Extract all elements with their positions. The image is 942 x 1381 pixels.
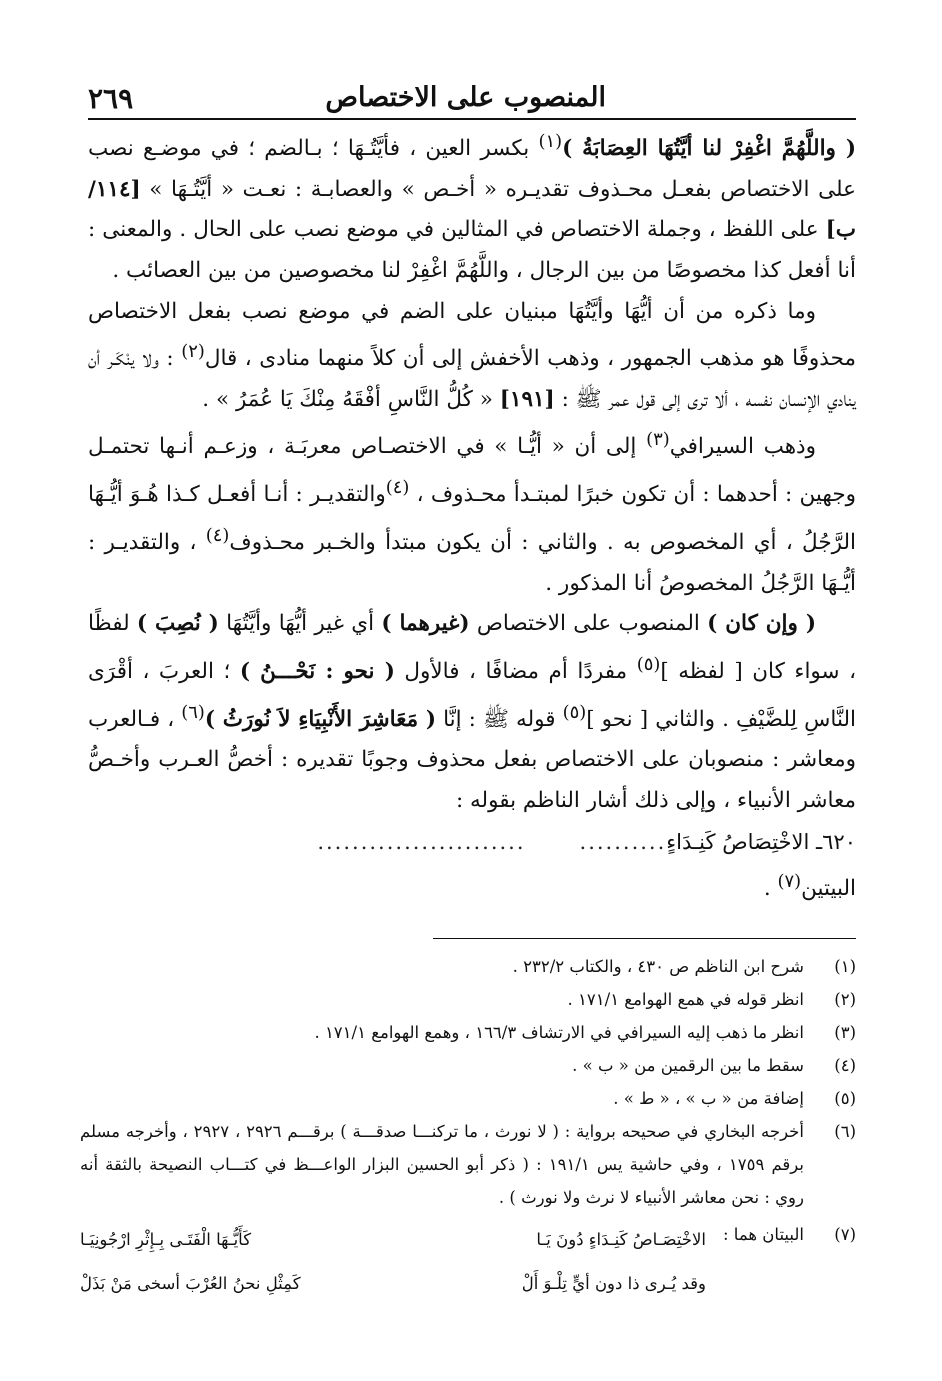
bold-term: (غيرهما ) bbox=[381, 611, 470, 637]
hemistich-first: الاخْتِصَـاصُ كَنِـدَاءٍ دُونَ يَـا bbox=[536, 1230, 706, 1249]
folio-marker: [١١٤/ب] bbox=[88, 176, 856, 243]
paragraph-text: وذهب السيرافي bbox=[669, 434, 817, 460]
chapter-title: المنصوب على الاختصاص bbox=[325, 82, 606, 113]
footnote bbox=[80, 1016, 856, 1049]
footnote-ref: (٤) bbox=[385, 477, 410, 499]
paragraph-text: لفظًا ، سواء كان [ لفظه ] bbox=[88, 611, 857, 685]
paragraph-4 bbox=[88, 604, 856, 821]
footnote-number: (٣) bbox=[834, 1023, 856, 1042]
footnote-text: انظر قوله في همع الهوامع ١٧١/١ . bbox=[567, 990, 804, 1009]
footnote-number: (٤) bbox=[834, 1056, 856, 1075]
paragraph-text: مفردًا أم مضافًا ، فالأول bbox=[394, 659, 637, 685]
footnote-number: (٥) bbox=[834, 1089, 856, 1108]
footnote-text: إضافة من « ب » ، « ط » . bbox=[613, 1089, 804, 1108]
bold-term: ( مَعَاشِرَ الأَنْبِيَاءِ لاَ نُورَثُ ) bbox=[204, 706, 437, 732]
verse-ellipsis: .......... bbox=[579, 829, 667, 854]
footnote-ref: (٤) bbox=[205, 524, 230, 546]
paragraph-text: « كُلُّ النَّاسِ أفْقَهُ مِنْكَ يَا عُمَرُ » . bbox=[202, 386, 500, 412]
paragraph-text: بكسر العين ، فأيَّتُـهَا ؛ بـالضم ؛ في موضـع نصب على الاختصاص بفعـل محـذوف تقديـره « أخـص » والعصابـة : نعـت « أيَّتُـهَا » bbox=[88, 136, 856, 202]
footnote bbox=[80, 1082, 856, 1115]
verse-text: ـ الاخْتِصَاصُ كَنِـدَاءٍ bbox=[666, 829, 823, 854]
paragraph-text: وما ذكره من أن أيُّهَا وأيَّتُهَا مبنيان على الضم في موضع نصب بفعل الاختصاص محذوفًا هو مذهب الجمهور ، وذهب الأخفش إلى أن كلاً منهما منادى ، قال bbox=[88, 298, 856, 372]
page-number: ٢٦٩ bbox=[88, 82, 134, 115]
paragraph-text: ، فـالعرب ومعاشر : منصوبان على الاختصاص بفعل محذوف وجوبًا تقديره : أخصُّ العـرب وأخـصُّ معاشر الأنبياء ، وإلى ذلك أشار الناظم بقوله : bbox=[88, 706, 856, 813]
footnote-text: انظر ما ذهب إليه السيرافي في الارتشاف ١٦٦/٣ ، وهمع الهوامع ١٧١/١ . bbox=[314, 1023, 804, 1042]
paragraph-text: البيتين bbox=[801, 876, 856, 902]
paragraph-text: أي غير أيُّهَا وأيَّتُهَا bbox=[218, 611, 382, 637]
paragraph-text: . bbox=[763, 876, 778, 902]
footnote bbox=[80, 983, 856, 1016]
footnote-ref: (٦) bbox=[181, 701, 205, 723]
running-header bbox=[88, 82, 856, 120]
footnote bbox=[80, 1049, 856, 1082]
footnote bbox=[80, 1115, 856, 1214]
footnote-text: شرح ابن الناظم ص ٤٣٠ ، والكتاب ٢٣٢/٢ . bbox=[512, 957, 804, 976]
footnote-separator bbox=[433, 938, 856, 939]
paragraph-text: : ولا ينْكَـر أن ينادي الإنسان نفسه ، ألا ترى إلى قول عمر ﷺ : bbox=[88, 346, 856, 412]
footnote-number: (٦) bbox=[834, 1122, 856, 1141]
verse-620 bbox=[88, 822, 856, 863]
footnotes bbox=[80, 950, 856, 1306]
hadith-number: [١٩١] bbox=[499, 386, 555, 412]
poem-line bbox=[80, 1218, 706, 1262]
footnote-text: سقط ما بين الرقمين من « ب » . bbox=[572, 1056, 804, 1075]
footnote-ref: (٧) bbox=[777, 871, 802, 893]
footnote-number: (٧) bbox=[834, 1225, 856, 1244]
bold-term: ( نحو : نَحْـــنُ ) bbox=[239, 659, 395, 685]
bold-term: ( وإن كان ) bbox=[707, 611, 817, 637]
paragraph-text: والتقديـر : أنـا أفعـل كـذا هُـوَ أيُّـهَا الرَّجُلُ ، أي المخصوص به . والثاني : أن يكون مبتدأ والخـبر محـذوف bbox=[88, 482, 857, 556]
paragraph-text: على اللفظ ، وجملة الاختصاص في المثالين في موضع نصب على الحال . والمعنى : أنا أفعل كذا مخصوصًا من بين الرجال ، واللَّهُمَّ اغْفِرْ لنا مخصوصين من بين العصائب . bbox=[88, 217, 856, 283]
quoted-phrase: ( واللَّهُمَّ اغْفِرْ لنا أيَّتُهَا العِصَابَةُ ) bbox=[562, 136, 856, 162]
main-text bbox=[88, 122, 856, 910]
poem-line bbox=[80, 1262, 706, 1306]
footnote-ref: (١) bbox=[538, 131, 563, 152]
paragraph-1 bbox=[88, 122, 856, 292]
footnote-ref: (٣) bbox=[646, 429, 670, 451]
hemistich-first: وقد يُـرى ذا دون أيٍّ تِلْـوَ أَلْ bbox=[521, 1274, 706, 1293]
footnote bbox=[80, 950, 856, 983]
verse-ellipsis: ........................ bbox=[317, 829, 526, 854]
hemistich-second: كَمِثْلِ نحنُ العُرْبَ أسخى مَنْ بَذَلْ bbox=[80, 1274, 301, 1293]
footnote-number: (١) bbox=[834, 957, 856, 976]
paragraph-text: ؛ العربَ ، أقْرَى النَّاسِ لِلضَّيْفِ . والثاني [ نحو ] bbox=[88, 659, 856, 732]
footnote-ref: (٢) bbox=[181, 341, 205, 363]
paragraph-text: إلى أن « أيُّـا » في الاختصـاص معربَـة ، وزعـم أنـها تحتمـل وجهين : أحدهما : أن تكون خبرًا لمبتـدأ محـذوف ، bbox=[88, 434, 856, 508]
poem-lines bbox=[80, 1218, 706, 1306]
bold-term: ( نُصِبَ ) bbox=[136, 611, 219, 637]
closing-line bbox=[88, 862, 856, 910]
footnote-ref: (٥) bbox=[636, 653, 661, 675]
paragraph-2 bbox=[88, 292, 856, 421]
footnote-ref: (٥) bbox=[562, 701, 587, 723]
paragraph-text: ، والتقديـر : أيُّـهَا الرَّجُلُ المخصوصُ أنا المذكور . bbox=[88, 530, 856, 596]
hemistich-second: كَأَيُّـهَا الْفَتَـى بِـإِثْرِ ارْجُونِيَـا bbox=[80, 1230, 252, 1249]
verse-number: ٦٢٠ bbox=[822, 829, 856, 854]
footnote-number: (٢) bbox=[834, 990, 856, 1009]
footnote-text: أخرجه البخاري في صحيحه برواية : ( لا نورث ، ما تركنـــا صدقـــة ) برقـــم ٢٩٢٦ ، ٢٩٢٧ ، وأخرجه مسلم برقم ١٧٥٩ ، وفي حاشية يس ١٩١/١ : ( ذكر أبو الحسين البزار الواعـــظ في كتـــاب النصيحة بالثقة أنه روي : نحن معاشر الأنبياء لا نرث ولا نورث ) . bbox=[80, 1122, 805, 1207]
paragraph-3 bbox=[88, 420, 856, 604]
paragraph-text: قوله ﷺ : إنَّا bbox=[436, 706, 563, 732]
paragraph-text: المنصوب على الاختصاص bbox=[469, 611, 708, 637]
poem-intro: البيتان هما : bbox=[722, 1225, 804, 1244]
poem-footnote bbox=[80, 1218, 856, 1306]
